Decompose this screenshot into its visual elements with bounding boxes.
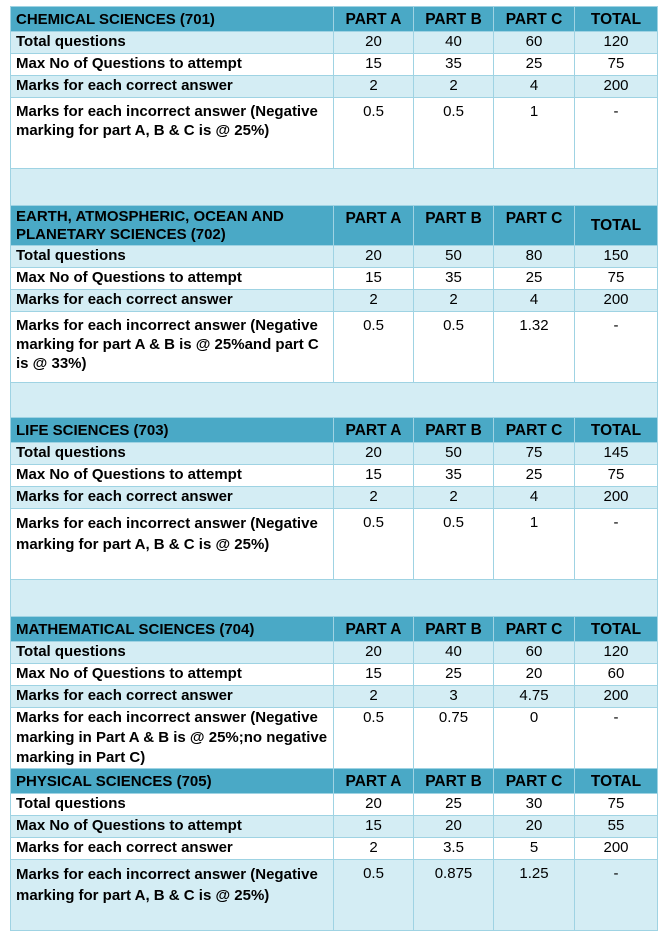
section-chemical-sciences — [11, 7, 658, 206]
row-label: Marks for each correct answer — [11, 487, 334, 509]
cell-part-a: 0.5 — [334, 312, 414, 383]
section-life-sciences — [11, 418, 658, 617]
table-row — [11, 312, 658, 383]
section-spacer — [11, 580, 658, 617]
header-total: TOTAL — [575, 769, 658, 794]
table-row — [11, 76, 658, 98]
header-part-a: PART A — [334, 7, 414, 32]
cell-total: 200 — [575, 686, 658, 708]
cell-part-a: 2 — [334, 686, 414, 708]
cell-part-a: 0.5 — [334, 509, 414, 580]
cell-total: 150 — [575, 246, 658, 268]
header-part-c: PART C — [494, 769, 575, 794]
cell-total: 145 — [575, 443, 658, 465]
cell-total: - — [575, 708, 658, 769]
section-title: LIFE SCIENCES (703) — [11, 418, 334, 443]
cell-part-b: 50 — [414, 443, 494, 465]
cell-part-b: 0.5 — [414, 98, 494, 169]
cell-total: 55 — [575, 816, 658, 838]
cell-part-c: 60 — [494, 32, 575, 54]
row-label: Marks for each incorrect answer (Negative marking for part A, B & C is @ 25%) — [11, 98, 334, 169]
section-title: EARTH, ATMOSPHERIC, OCEAN AND PLANETARY SCIENCES (702) — [11, 206, 334, 246]
cell-total: 200 — [575, 290, 658, 312]
table-row — [11, 487, 658, 509]
cell-total: - — [575, 509, 658, 580]
cell-part-a: 15 — [334, 465, 414, 487]
header-part-c: PART C — [494, 617, 575, 642]
cell-part-c: 1.25 — [494, 860, 575, 931]
header-part-a: PART A — [334, 206, 414, 246]
row-label: Marks for each correct answer — [11, 290, 334, 312]
cell-total: 60 — [575, 664, 658, 686]
row-label: Max No of Questions to attempt — [11, 664, 334, 686]
header-part-c: PART C — [494, 418, 575, 443]
exam-scheme-sheet — [10, 6, 657, 931]
row-label: Total questions — [11, 246, 334, 268]
cell-part-a: 15 — [334, 54, 414, 76]
header-part-a: PART A — [334, 418, 414, 443]
header-part-c: PART C — [494, 206, 575, 246]
cell-part-c: 1 — [494, 509, 575, 580]
cell-part-a: 0.5 — [334, 708, 414, 769]
cell-part-a: 0.5 — [334, 98, 414, 169]
header-part-a: PART A — [334, 769, 414, 794]
header-total: TOTAL — [575, 7, 658, 32]
cell-part-c: 25 — [494, 54, 575, 76]
header-part-b: PART B — [414, 418, 494, 443]
cell-part-b: 2 — [414, 290, 494, 312]
cell-part-b: 0.5 — [414, 509, 494, 580]
cell-part-a: 0.5 — [334, 860, 414, 931]
row-label: Total questions — [11, 642, 334, 664]
section-physical-sciences — [11, 769, 658, 931]
table-row — [11, 509, 658, 580]
row-label: Marks for each correct answer — [11, 76, 334, 98]
cell-part-a: 15 — [334, 664, 414, 686]
row-label: Marks for each incorrect answer (Negative marking for part A, B & C is @ 25%) — [11, 860, 334, 931]
cell-part-b: 25 — [414, 664, 494, 686]
row-label: Marks for each incorrect answer (Negative marking in Part A & B is @ 25%;no negative marking in Part C) — [11, 708, 334, 769]
header-total: TOTAL — [575, 206, 658, 246]
table-row — [11, 465, 658, 487]
section-earth-sciences — [11, 206, 658, 418]
section-title: MATHEMATICAL SCIENCES (704) — [11, 617, 334, 642]
cell-part-c: 80 — [494, 246, 575, 268]
cell-part-b: 20 — [414, 816, 494, 838]
cell-part-b: 35 — [414, 54, 494, 76]
section-spacer — [11, 383, 658, 418]
cell-part-c: 30 — [494, 794, 575, 816]
header-part-b: PART B — [414, 617, 494, 642]
cell-part-c: 25 — [494, 465, 575, 487]
cell-total: - — [575, 312, 658, 383]
cell-part-c: 0 — [494, 708, 575, 769]
table-row — [11, 794, 658, 816]
cell-part-b: 35 — [414, 465, 494, 487]
cell-part-a: 15 — [334, 268, 414, 290]
cell-part-c: 1 — [494, 98, 575, 169]
cell-part-a: 15 — [334, 816, 414, 838]
row-label: Max No of Questions to attempt — [11, 465, 334, 487]
row-label: Marks for each correct answer — [11, 838, 334, 860]
cell-part-c: 20 — [494, 664, 575, 686]
row-label: Max No of Questions to attempt — [11, 268, 334, 290]
cell-part-b: 35 — [414, 268, 494, 290]
cell-part-b: 0.5 — [414, 312, 494, 383]
cell-part-b: 0.75 — [414, 708, 494, 769]
cell-part-a: 2 — [334, 838, 414, 860]
cell-part-b: 3 — [414, 686, 494, 708]
cell-part-c: 20 — [494, 816, 575, 838]
table-row — [11, 860, 658, 931]
cell-part-a: 20 — [334, 32, 414, 54]
exam-scheme-table — [10, 6, 658, 931]
section-mathematical-sciences — [11, 617, 658, 769]
cell-part-a: 2 — [334, 76, 414, 98]
cell-part-c: 60 — [494, 642, 575, 664]
section-title: PHYSICAL SCIENCES (705) — [11, 769, 334, 794]
cell-part-b: 2 — [414, 487, 494, 509]
row-label: Max No of Questions to attempt — [11, 816, 334, 838]
cell-part-a: 20 — [334, 443, 414, 465]
cell-part-b: 2 — [414, 76, 494, 98]
table-row — [11, 246, 658, 268]
header-part-b: PART B — [414, 206, 494, 246]
section-spacer — [11, 169, 658, 206]
table-row — [11, 290, 658, 312]
table-row — [11, 664, 658, 686]
header-total: TOTAL — [575, 418, 658, 443]
cell-total: 75 — [575, 465, 658, 487]
table-row — [11, 443, 658, 465]
cell-total: 75 — [575, 268, 658, 290]
cell-part-b: 3.5 — [414, 838, 494, 860]
table-row — [11, 32, 658, 54]
cell-total: 75 — [575, 54, 658, 76]
row-label: Marks for each incorrect answer (Negative marking for part A, B & C is @ 25%) — [11, 509, 334, 580]
table-row — [11, 54, 658, 76]
cell-part-c: 5 — [494, 838, 575, 860]
cell-part-b: 50 — [414, 246, 494, 268]
cell-part-a: 20 — [334, 246, 414, 268]
cell-total: - — [575, 860, 658, 931]
cell-part-a: 2 — [334, 290, 414, 312]
table-row — [11, 98, 658, 169]
header-part-a: PART A — [334, 617, 414, 642]
table-row — [11, 838, 658, 860]
cell-total: 200 — [575, 487, 658, 509]
cell-total: 200 — [575, 76, 658, 98]
table-row — [11, 686, 658, 708]
cell-part-c: 4 — [494, 487, 575, 509]
cell-part-b: 25 — [414, 794, 494, 816]
cell-part-c: 75 — [494, 443, 575, 465]
header-part-b: PART B — [414, 769, 494, 794]
cell-part-c: 4 — [494, 290, 575, 312]
header-total: TOTAL — [575, 617, 658, 642]
row-label: Total questions — [11, 32, 334, 54]
row-label: Total questions — [11, 794, 334, 816]
header-part-c: PART C — [494, 7, 575, 32]
header-part-b: PART B — [414, 7, 494, 32]
cell-total: 120 — [575, 32, 658, 54]
row-label: Marks for each correct answer — [11, 686, 334, 708]
table-row — [11, 642, 658, 664]
cell-part-c: 25 — [494, 268, 575, 290]
cell-part-b: 40 — [414, 642, 494, 664]
cell-part-b: 0.875 — [414, 860, 494, 931]
cell-total: 75 — [575, 794, 658, 816]
row-label: Marks for each incorrect answer (Negative marking for part A & B is @ 25%and part C is @ 33%) — [11, 312, 334, 383]
cell-total: - — [575, 98, 658, 169]
table-row — [11, 816, 658, 838]
row-label: Total questions — [11, 443, 334, 465]
cell-part-a: 20 — [334, 794, 414, 816]
table-row — [11, 708, 658, 769]
row-label: Max No of Questions to attempt — [11, 54, 334, 76]
cell-total: 200 — [575, 838, 658, 860]
cell-total: 120 — [575, 642, 658, 664]
table-row — [11, 268, 658, 290]
cell-part-c: 4.75 — [494, 686, 575, 708]
section-title: CHEMICAL SCIENCES (701) — [11, 7, 334, 32]
cell-part-c: 1.32 — [494, 312, 575, 383]
cell-part-b: 40 — [414, 32, 494, 54]
cell-part-a: 2 — [334, 487, 414, 509]
cell-part-a: 20 — [334, 642, 414, 664]
cell-part-c: 4 — [494, 76, 575, 98]
